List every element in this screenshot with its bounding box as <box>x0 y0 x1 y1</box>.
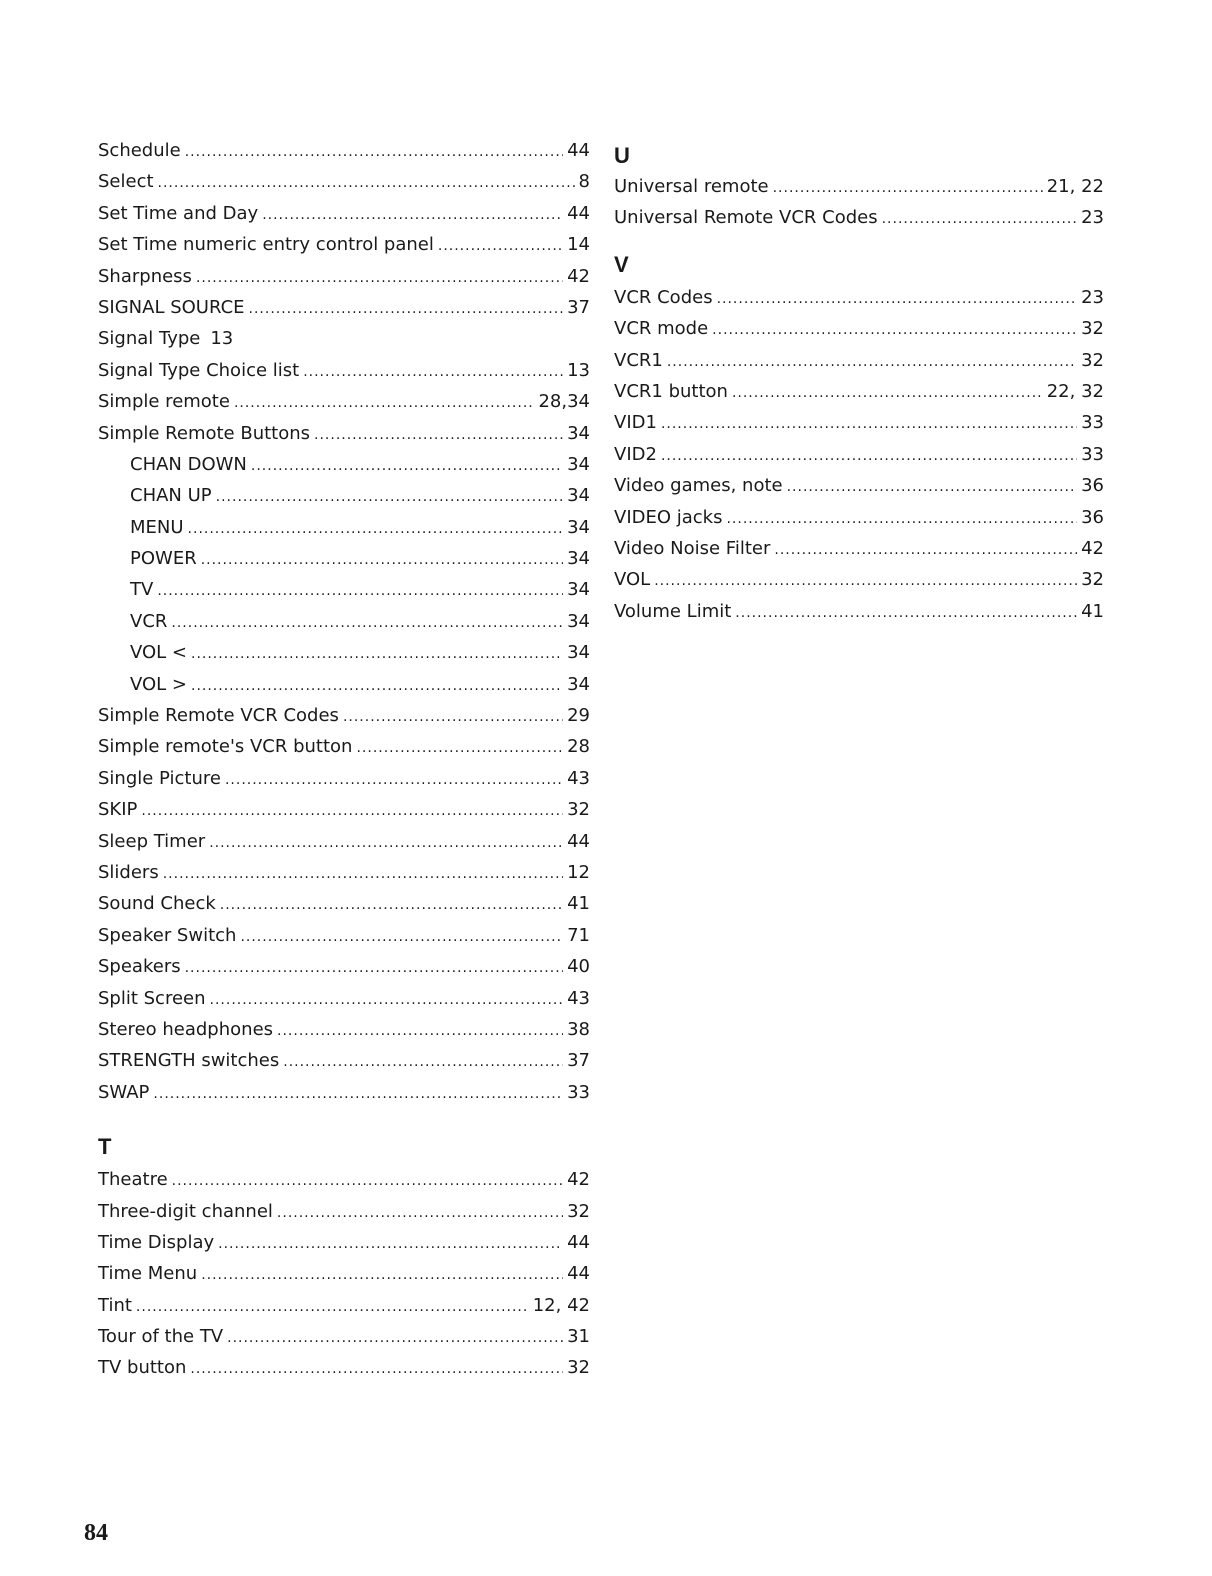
index-entry <box>98 266 590 297</box>
entry-label: Set Time numeric entry control panel <box>98 234 434 256</box>
entry-label: STRENGTH switches <box>98 1050 280 1072</box>
index-section-u <box>614 176 1104 239</box>
entry-page: 34 <box>567 485 590 507</box>
entry-page: 22, 32 <box>1046 380 1104 402</box>
dot-leader <box>163 866 563 882</box>
index-entry <box>614 569 1104 600</box>
dot-leader <box>343 709 563 725</box>
dot-leader <box>196 270 563 286</box>
entry-label: Signal Type <box>98 328 201 350</box>
dot-leader <box>773 180 1043 196</box>
entry-label: VCR <box>130 610 168 632</box>
dot-leader <box>438 238 563 254</box>
dot-leader <box>220 897 563 913</box>
entry-page: 21, 22 <box>1046 176 1104 197</box>
entry-page: 37 <box>567 296 590 318</box>
index-entry <box>98 988 590 1019</box>
entry-label: MENU <box>130 516 184 538</box>
entry-label: Simple remote's VCR button <box>98 736 353 758</box>
index-entry <box>614 381 1104 412</box>
index-entry <box>98 736 590 767</box>
entry-page: 34 <box>567 516 590 538</box>
section-letter-u: U <box>614 143 630 168</box>
dot-leader <box>717 291 1078 307</box>
entry-label: TV <box>130 579 154 601</box>
dot-leader <box>277 1023 563 1039</box>
entry-page: 41 <box>1081 600 1104 622</box>
dot-leader <box>210 992 564 1008</box>
dot-leader <box>667 354 1077 370</box>
entry-page: 42 <box>567 265 590 287</box>
index-entry <box>98 1082 590 1113</box>
index-subentry <box>98 454 590 485</box>
index-entry <box>614 176 1104 207</box>
entry-label: Universal remote <box>614 176 769 197</box>
dot-leader <box>314 427 563 443</box>
index-column-left <box>98 140 590 1389</box>
entry-page: 38 <box>567 1018 590 1040</box>
entry-label: VID2 <box>614 443 657 465</box>
entry-page: 23 <box>1081 286 1104 308</box>
index-entry <box>98 956 590 987</box>
entry-label: VCR Codes <box>614 286 713 308</box>
index-entry <box>98 1326 590 1357</box>
dot-leader <box>141 803 563 819</box>
index-entry <box>614 412 1104 443</box>
index-entry <box>614 318 1104 349</box>
dot-leader <box>190 1361 563 1377</box>
index-entry <box>98 360 590 391</box>
index-subentry <box>98 674 590 705</box>
entry-page: 12, 42 <box>532 1294 590 1316</box>
dot-leader <box>201 1267 563 1283</box>
entry-label: VID1 <box>614 412 657 434</box>
entry-label: Simple Remote Buttons <box>98 422 311 444</box>
entry-label: Simple remote <box>98 391 230 413</box>
entry-page: 37 <box>567 1050 590 1072</box>
index-entry <box>98 1050 590 1081</box>
entry-label: Time Display <box>98 1231 215 1253</box>
entry-page: 8 <box>578 171 590 193</box>
entry-page: 23 <box>1081 207 1104 229</box>
entry-label: Sound Check <box>98 893 216 915</box>
entry-label: VCR1 button <box>614 380 728 402</box>
entry-label: Stereo headphones <box>98 1018 274 1040</box>
dot-leader <box>191 646 563 662</box>
entry-page: 32 <box>567 799 590 821</box>
entry-label: Tour of the TV <box>98 1326 224 1348</box>
dot-leader <box>240 929 563 945</box>
index-entry <box>98 328 590 359</box>
dot-leader <box>356 740 563 756</box>
index-entry <box>98 423 590 454</box>
entry-label: Sleep Timer <box>98 830 206 852</box>
index-entry <box>614 207 1104 238</box>
index-entry <box>98 1169 590 1200</box>
index-entry <box>98 171 590 202</box>
dot-leader <box>185 144 563 160</box>
entry-page: 44 <box>567 830 590 852</box>
index-entry <box>98 705 590 736</box>
entry-label: Video games, note <box>614 475 783 497</box>
entry-label: Signal Type Choice list <box>98 359 300 381</box>
dot-leader <box>661 448 1077 464</box>
entry-label: Sliders <box>98 861 159 883</box>
entry-page: 44 <box>567 1231 590 1253</box>
entry-page: 40 <box>567 956 590 978</box>
entry-label: SKIP <box>98 799 138 821</box>
index-entry <box>98 1357 590 1388</box>
dot-leader <box>732 385 1043 401</box>
entry-label: VCR mode <box>614 318 709 340</box>
entry-label: VCR1 <box>614 349 663 371</box>
index-entry <box>98 768 590 799</box>
dot-leader <box>218 1236 563 1252</box>
index-section-t <box>98 1169 590 1389</box>
entry-page: 36 <box>1081 475 1104 497</box>
entry-page: 42 <box>567 1169 590 1191</box>
index-subentry <box>98 548 590 579</box>
entry-page: 28,34 <box>538 391 590 413</box>
dot-leader <box>136 1299 529 1315</box>
dot-leader <box>882 211 1078 227</box>
entry-label: VOL <box>614 569 651 591</box>
index-entry <box>98 893 590 924</box>
entry-page: 33 <box>567 1081 590 1103</box>
index-entry <box>98 203 590 234</box>
index-subentry <box>98 579 590 610</box>
entry-label: Schedule <box>98 140 181 161</box>
entry-page: 34 <box>567 610 590 632</box>
entry-label: Time Menu <box>98 1263 198 1285</box>
index-entry <box>98 1295 590 1326</box>
entry-page: 32 <box>567 1200 590 1222</box>
entry-label: Volume Limit <box>614 600 732 622</box>
entry-page: 44 <box>567 140 590 161</box>
index-entry <box>98 1019 590 1050</box>
index-entry <box>614 475 1104 506</box>
index-entry <box>98 1201 590 1232</box>
entry-page: 28 <box>567 736 590 758</box>
index-column-right <box>614 140 1104 632</box>
index-section-v <box>614 287 1104 632</box>
entry-label: Three-digit channel <box>98 1200 273 1222</box>
entry-page: 44 <box>567 202 590 224</box>
entry-page: 13 <box>567 359 590 381</box>
entry-label: SWAP <box>98 1081 150 1103</box>
entry-label: CHAN UP <box>130 485 212 507</box>
dot-leader <box>171 615 563 631</box>
entry-page: 36 <box>1081 506 1104 528</box>
index-section-s <box>98 140 590 1113</box>
entry-label: Universal Remote VCR Codes <box>614 207 878 229</box>
index-entry <box>98 140 590 171</box>
entry-label: Split Screen <box>98 987 206 1009</box>
index-entry <box>614 444 1104 475</box>
entry-label: Tint <box>98 1294 132 1316</box>
dot-leader <box>157 583 563 599</box>
entry-page: 29 <box>567 705 590 727</box>
index-entry <box>98 925 590 956</box>
entry-page: 14 <box>567 234 590 256</box>
index-entry <box>98 799 590 830</box>
entry-page: 34 <box>567 642 590 664</box>
index-entry <box>614 601 1104 632</box>
entry-page: 34 <box>567 548 590 570</box>
dot-leader <box>251 458 563 474</box>
dot-leader <box>227 1330 563 1346</box>
entry-label: Speaker Switch <box>98 924 237 946</box>
dot-leader <box>234 395 535 411</box>
index-entry <box>98 297 590 328</box>
entry-label: POWER <box>130 548 197 570</box>
dot-leader <box>172 1173 563 1189</box>
dot-leader <box>661 416 1077 432</box>
index-entry <box>98 234 590 265</box>
entry-label: VOL > <box>130 673 187 695</box>
dot-leader <box>262 207 563 223</box>
entry-page: 31 <box>567 1326 590 1348</box>
entry-page: 34 <box>567 453 590 475</box>
index-entry <box>98 831 590 862</box>
dot-leader <box>216 489 563 505</box>
index-entry <box>614 287 1104 318</box>
section-letter-v: V <box>614 251 629 277</box>
index-entry <box>98 1263 590 1294</box>
dot-leader <box>249 301 564 317</box>
index-entry <box>98 862 590 893</box>
entry-label: VOL < <box>130 642 187 664</box>
entry-label: CHAN DOWN <box>130 453 247 475</box>
entry-page: 33 <box>1081 443 1104 465</box>
dot-leader <box>774 542 1077 558</box>
index-subentry <box>98 611 590 642</box>
entry-page: 41 <box>567 893 590 915</box>
entry-page: 71 <box>567 924 590 946</box>
entry-label: Select <box>98 171 154 193</box>
entry-label: Single Picture <box>98 767 221 789</box>
dot-leader <box>158 175 575 191</box>
entry-page: 32 <box>567 1357 590 1379</box>
entry-page: 34 <box>567 579 590 601</box>
entry-page: 42 <box>1081 537 1104 559</box>
index-entry <box>98 1232 590 1263</box>
entry-page: 43 <box>567 987 590 1009</box>
index-entry <box>614 538 1104 569</box>
dot-leader <box>188 521 564 537</box>
entry-page: 32 <box>1081 569 1104 591</box>
index-entry <box>614 350 1104 381</box>
dot-leader <box>303 364 563 380</box>
entry-page: 33 <box>1081 412 1104 434</box>
entry-label: Video Noise Filter <box>614 537 771 559</box>
entry-label: Speakers <box>98 956 181 978</box>
entry-label: VIDEO jacks <box>614 506 723 528</box>
index-subentry <box>98 642 590 673</box>
entry-page: 32 <box>1081 349 1104 371</box>
section-letter-t: T <box>98 1134 112 1160</box>
index-subentry <box>98 517 590 548</box>
dot-leader <box>201 552 563 568</box>
entry-label: TV button <box>98 1357 187 1379</box>
index-subentry <box>98 485 590 516</box>
entry-page: 12 <box>567 861 590 883</box>
entry-page: 43 <box>567 767 590 789</box>
dot-leader <box>225 772 563 788</box>
dot-leader <box>283 1054 563 1070</box>
dot-leader <box>277 1205 563 1221</box>
dot-leader <box>726 511 1077 527</box>
entry-label: SIGNAL SOURCE <box>98 296 245 318</box>
entry-label: Theatre <box>98 1169 168 1191</box>
dot-leader <box>209 835 563 851</box>
entry-page: 32 <box>1081 318 1104 340</box>
entry-page: 13 <box>210 328 234 350</box>
index-entry <box>614 507 1104 538</box>
entry-page: 34 <box>567 673 590 695</box>
entry-page: 34 <box>567 422 590 444</box>
dot-leader <box>654 573 1077 589</box>
dot-leader <box>153 1086 563 1102</box>
dot-leader <box>712 322 1077 338</box>
dot-leader <box>787 479 1078 495</box>
index-entry <box>98 391 590 422</box>
dot-leader <box>191 678 563 694</box>
page-number: 84 <box>84 1520 108 1546</box>
entry-label: Simple Remote VCR Codes <box>98 705 339 727</box>
entry-label: Set Time and Day <box>98 202 259 224</box>
dot-leader <box>735 605 1077 621</box>
entry-label: Sharpness <box>98 265 192 287</box>
dot-leader <box>185 960 564 976</box>
entry-page: 44 <box>567 1263 590 1285</box>
